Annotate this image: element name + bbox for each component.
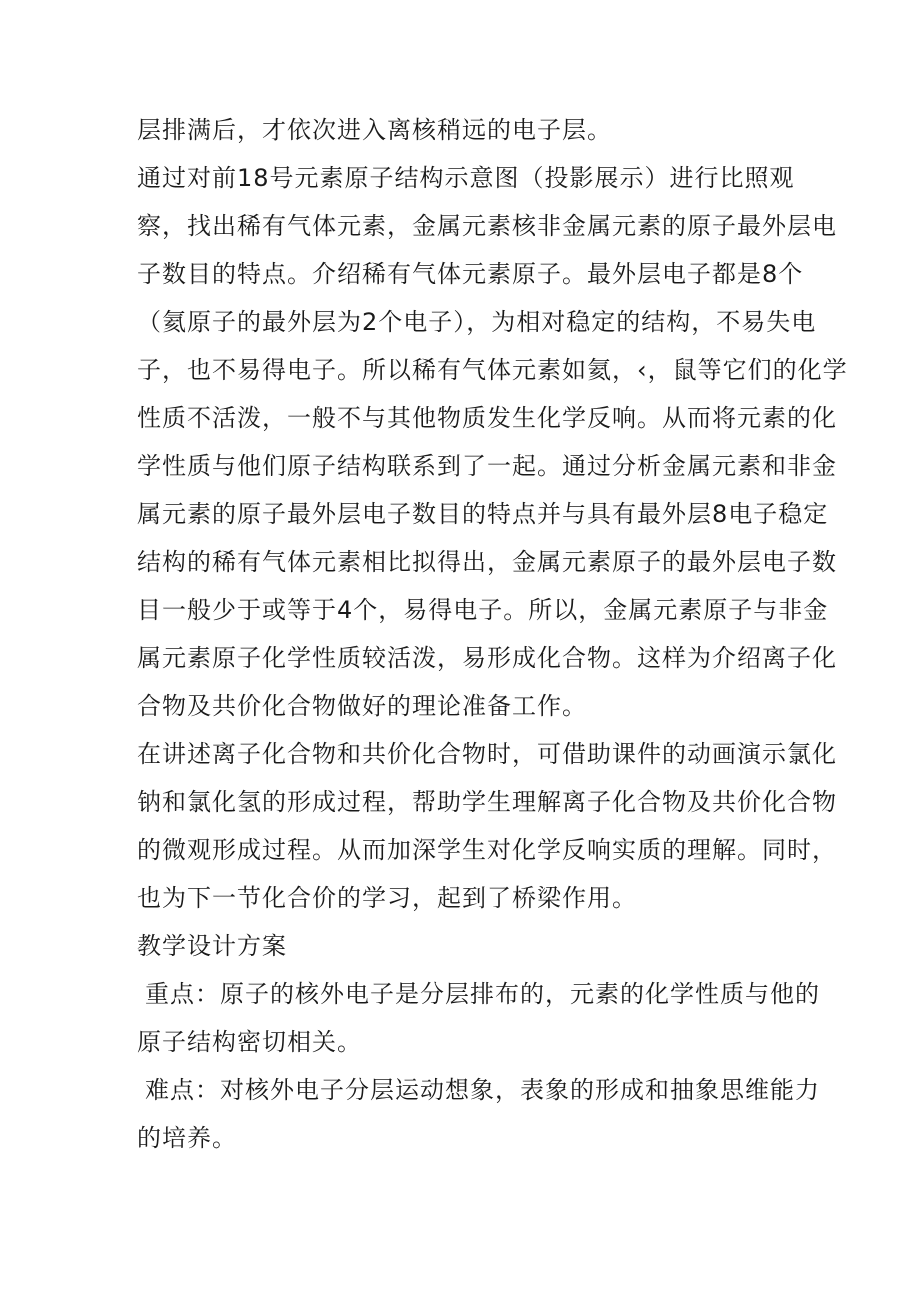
text-line: 的微观形成过程。从而加深学生对化学反响实质的理解。同时， [137, 836, 837, 864]
text-line: 察，找出稀有气体元素，金属元素核非金属元素的原子最外层电 [137, 212, 837, 240]
text-line: 属元素原子化学性质较活泼，易形成化合物。这样为介绍离子化 [137, 644, 837, 672]
text-line: 属元素的原子最外层电子数目的特点并与具有最外层8电子稳定 [137, 500, 829, 528]
text-line: 钠和氯化氢的形成过程，帮助学生理解离子化合物及共价化合物 [137, 788, 837, 816]
section-heading-teaching-design [137, 922, 787, 970]
text-line: 通过对前18号元素原子结构示意图（投影展示）进行比照观 [137, 164, 795, 192]
text-line: 重点：原子的核外电子是分层排布的，元素的化学性质与他的 [145, 980, 820, 1008]
text-line: 目一般少于或等于4个，易得电子。所以，金属元素原子与非金 [137, 596, 829, 624]
text-line: 子数目的特点。介绍稀有气体元素原子。最外层电子都是8个 [137, 260, 804, 288]
text-line: 也为下一节化合价的学习，起到了桥梁作用。 [137, 884, 637, 912]
text-line: （氦原子的最外层为2个电子），为相对稳定的结构，不易失电 [137, 308, 817, 336]
text-line: 原子结构密切相关。 [137, 1028, 362, 1056]
paragraph-key-point [137, 970, 820, 1066]
paragraph-electron-shells-end [137, 106, 787, 154]
paragraph-difficult-point [137, 1066, 820, 1162]
text-line: 层排满后，才依次进入离核稍远的电子层。 [137, 116, 612, 144]
section-heading: 教学设计方案 [137, 932, 287, 960]
text-line: 难点：对核外电子分层运动想象，表象的形成和抽象思维能力 [145, 1076, 820, 1104]
text-line: 学性质与他们原子结构联系到了一起。通过分析金属元素和非金 [137, 452, 837, 480]
text-line: 合物及共价化合物做好的理论准备工作。 [137, 692, 587, 720]
text-line: 性质不活泼，一般不与其他物质发生化学反响。从而将元素的化 [137, 404, 837, 432]
text-line: 在讲述离子化合物和共价化合物时，可借助课件的动画演示氯化 [137, 740, 837, 768]
paragraph-ionic-covalent [137, 730, 837, 922]
text-line: 的培养。 [137, 1124, 237, 1152]
text-line: 结构的稀有气体元素相比拟得出，金属元素原子的最外层电子数 [137, 548, 837, 576]
paragraph-element-comparison [137, 154, 848, 730]
document-body [137, 106, 848, 1162]
text-line: 子，也不易得电子。所以稀有气体元素如氦，‹，鼠等它们的化学 [137, 356, 848, 384]
